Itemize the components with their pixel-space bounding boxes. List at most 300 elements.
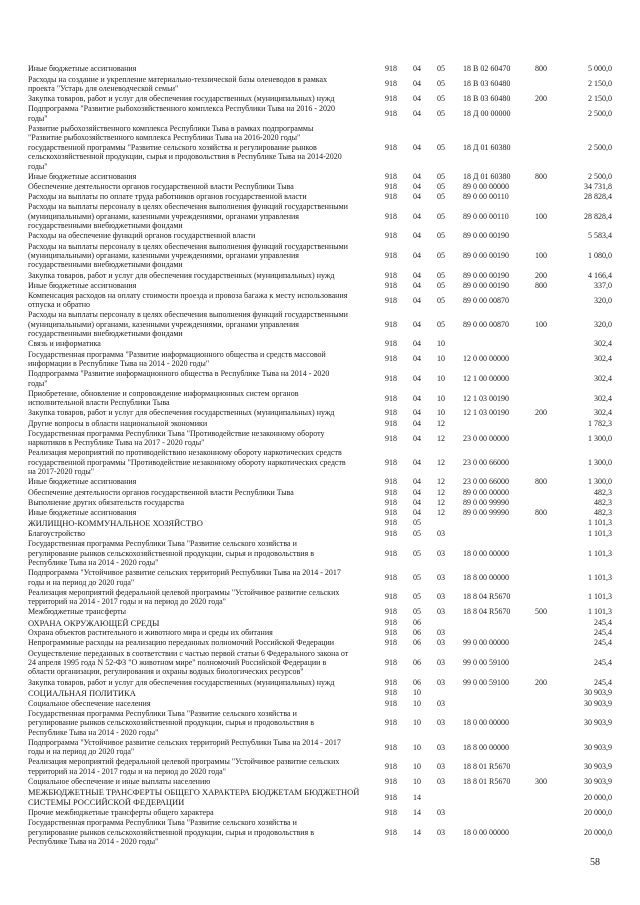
- amount: 2 150,0: [588, 94, 612, 104]
- target-article-code: 89 0 00 00000: [463, 487, 509, 497]
- expense-type-code: [532, 369, 562, 389]
- table-row: [28, 687, 613, 698]
- subsection-code: 03: [437, 698, 445, 708]
- amount: 2 500,0: [588, 142, 612, 152]
- ministry-code: 918: [385, 518, 397, 528]
- subsection-code: 05: [437, 171, 445, 181]
- table-row: [28, 74, 613, 94]
- expense-type-code: [532, 182, 562, 192]
- expense-type-code: [532, 737, 562, 757]
- amount: 2 500,0: [588, 109, 612, 119]
- ministry-code: 918: [385, 792, 397, 802]
- expense-type-code: 200: [535, 94, 547, 104]
- section-code: 04: [413, 418, 421, 428]
- table-row: [28, 291, 613, 311]
- target-article-code: [459, 418, 532, 428]
- table-row: [28, 124, 613, 172]
- section-code: 05: [413, 548, 421, 558]
- section-code: 04: [413, 408, 421, 418]
- ministry-code: 918: [385, 628, 397, 638]
- amount: 2 150,0: [588, 79, 612, 89]
- ministry-code: 918: [385, 280, 397, 290]
- section-code: 04: [413, 433, 421, 443]
- expense-type-code: [532, 349, 562, 369]
- subsection-code: 03: [437, 548, 445, 558]
- target-article-code: 18 Д 01 60380: [463, 142, 511, 152]
- subsection-code: 05: [437, 270, 445, 280]
- table-row: [28, 539, 613, 568]
- subsection-code: 03: [437, 777, 445, 787]
- section-code: 14: [413, 827, 421, 837]
- row-description: Выполнение других обязательств государства: [28, 497, 185, 507]
- ministry-code: 918: [385, 718, 397, 728]
- ministry-code: 918: [385, 528, 397, 538]
- subsection-code: 03: [437, 638, 445, 648]
- ministry-code: 918: [385, 79, 397, 89]
- amount: 302,4: [594, 354, 612, 364]
- section-code: 06: [413, 628, 421, 638]
- section-code: 04: [413, 457, 421, 467]
- expense-type-code: [532, 448, 562, 477]
- target-article-code: 89 0 00 00000: [463, 181, 509, 191]
- section-code: 10: [413, 698, 421, 708]
- amount: 20 000,0: [584, 792, 612, 802]
- subsection-code: [434, 518, 459, 529]
- ministry-code: 918: [385, 373, 397, 383]
- section-code: 04: [413, 270, 421, 280]
- section-code: 04: [413, 295, 421, 305]
- expense-type-code: 100: [535, 211, 547, 221]
- expense-type-code: [532, 708, 562, 737]
- row-description: ЖИЛИЩНО-КОММУНАЛЬНОЕ ХОЗЯЙСТВО: [28, 518, 203, 529]
- ministry-code: 918: [385, 250, 397, 260]
- subsection-code: [434, 787, 459, 808]
- section-code: 05: [413, 572, 421, 582]
- budget-table: [28, 64, 613, 847]
- subsection-code: 05: [437, 142, 445, 152]
- amount: 245,4: [594, 658, 612, 668]
- subsection-code: 05: [437, 109, 445, 119]
- expense-type-code: [532, 418, 562, 428]
- ministry-code: 918: [385, 677, 397, 687]
- expense-type-code: 800: [535, 280, 547, 290]
- amount: 34 731,8: [584, 181, 612, 191]
- target-article-code: 89 0 00 00870: [463, 319, 509, 329]
- amount: 1 080,0: [588, 250, 612, 260]
- target-article-code: 89 0 00 00110: [463, 211, 509, 221]
- row-description: Расходы на выплаты персоналу в целях обеспечения выполнения функций государственными (муниципальными) органами, казенными учреждениями, органами управления государственными внебюджетными фондами: [28, 202, 348, 231]
- ministry-code: 918: [385, 64, 397, 74]
- subsection-code: 05: [437, 231, 445, 241]
- section-code: 04: [413, 393, 421, 403]
- table-row: [28, 787, 613, 808]
- subsection-code: [434, 687, 459, 698]
- ministry-code: 918: [385, 231, 397, 241]
- row-description: Государственная программа Республики Тыва "Противодействие незаконному обороту наркотиков в Республике Тыва на 2017 - 2020 годы": [28, 428, 325, 448]
- target-article-code: 18 8 00 00000: [463, 572, 509, 582]
- table-row: [28, 104, 613, 124]
- amount: 482,3: [594, 507, 612, 517]
- amount: 4 166,4: [588, 270, 612, 280]
- table-row: [28, 349, 613, 369]
- expense-type-code: [532, 648, 562, 677]
- table-row: [28, 487, 613, 497]
- table-row: [28, 677, 613, 687]
- table-row: [28, 428, 613, 448]
- target-article-code: 18 В 03 60480: [463, 79, 511, 89]
- section-code: 05: [413, 518, 421, 528]
- target-article-code: [459, 808, 532, 818]
- ministry-code: 918: [385, 192, 397, 202]
- subsection-code: [434, 617, 459, 628]
- target-article-code: 89 0 00 00190: [463, 270, 509, 280]
- expense-type-code: [532, 192, 562, 202]
- target-article-code: 89 0 00 00190: [463, 280, 509, 290]
- row-description: Закупка товаров, работ и услуг для обеспечения государственных (муниципальных) нужд: [28, 94, 335, 104]
- target-article-code: 18 8 01 R5670: [463, 762, 511, 772]
- table-row: [28, 617, 613, 628]
- amount: 245,4: [594, 617, 612, 627]
- page-number: 58: [590, 857, 600, 868]
- section-code: 04: [413, 373, 421, 383]
- table-row: [28, 698, 613, 708]
- table-row: [28, 518, 613, 529]
- row-description: Расходы на обеспечение функций органов государственной власти: [28, 231, 256, 241]
- row-description: Непрограммные расходы на реализацию переданных полномочий Российской Федерации: [28, 638, 335, 648]
- target-article-code: 12 0 00 00000: [463, 354, 509, 364]
- amount: 1 101,3: [588, 592, 612, 602]
- section-code: 10: [413, 718, 421, 728]
- amount: 245,4: [594, 677, 612, 687]
- table-row: [28, 310, 613, 339]
- amount: 1 300,0: [588, 457, 612, 467]
- table-row: [28, 388, 613, 408]
- expense-type-code: 300: [535, 777, 547, 787]
- section-code: 04: [413, 250, 421, 260]
- amount: 302,4: [594, 393, 612, 403]
- subsection-code: 05: [437, 94, 445, 104]
- target-article-code: 18 Д 01 60380: [463, 171, 511, 181]
- amount: 482,3: [594, 487, 612, 497]
- section-code: 06: [413, 638, 421, 648]
- subsection-code: 03: [437, 827, 445, 837]
- ministry-code: 918: [385, 807, 397, 817]
- section-code: 04: [413, 477, 421, 487]
- target-article-code: [459, 518, 532, 529]
- row-description: Закупка товаров, работ и услуг для обеспечения государственных (муниципальных) нужд: [28, 677, 335, 687]
- row-description: Иные бюджетные ассигнования: [28, 171, 137, 181]
- section-code: 05: [413, 528, 421, 538]
- amount: 1 101,3: [588, 528, 612, 538]
- row-description: Компенсация расходов на оплату стоимости проезда и провоза багажа к месту использования отпуска и обратно: [28, 290, 348, 310]
- amount: 302,4: [594, 408, 612, 418]
- target-article-code: 18 8 04 R5670: [463, 592, 511, 602]
- section-code: 04: [413, 319, 421, 329]
- section-code: 10: [413, 762, 421, 772]
- section-code: 10: [413, 742, 421, 752]
- amount: 320,0: [594, 319, 612, 329]
- expense-type-code: [532, 339, 562, 349]
- row-description: Реализация мероприятий по противодействию незаконному обороту наркотических средств государственной программы "Противодействие незаконному обороту наркотических средств на 2017-2020 годы": [28, 448, 346, 477]
- expense-type-code: [532, 808, 562, 818]
- target-article-code: 18 8 01 R5670: [463, 777, 511, 787]
- table-row: [28, 448, 613, 477]
- target-article-code: 12 1 00 00000: [463, 373, 509, 383]
- row-description: Государственная программа Республики Тыва "Развитие сельского хозяйства и регулирование рынков сельскохозяйственной продукции, сырья и продовольствия в Республике Тыва на 2014 - 2020 годы": [28, 539, 314, 567]
- amount: 302,4: [594, 339, 612, 349]
- amount: 28 828,4: [584, 192, 612, 202]
- amount: 30 903,9: [584, 698, 612, 708]
- row-description: Благоустройство: [28, 528, 86, 538]
- target-article-code: [459, 698, 532, 708]
- amount: 30 903,9: [584, 762, 612, 772]
- section-code: 14: [413, 807, 421, 817]
- subsection-code: 03: [437, 762, 445, 772]
- subsection-code: 03: [437, 677, 445, 687]
- row-description: Закупка товаров, работ и услуг для обеспечения государственных (муниципальных) нужд: [28, 408, 335, 418]
- section-code: 04: [413, 497, 421, 507]
- ministry-code: 918: [385, 762, 397, 772]
- table-row: [28, 497, 613, 507]
- expense-type-code: [532, 291, 562, 311]
- row-description: Расходы на выплаты персоналу в целях обеспечения выполнения функций государственными (муниципальными) органами, казенными учреждениями, органами управления государственными внебюджетными фондами: [28, 310, 348, 339]
- section-code: 10: [413, 688, 421, 698]
- subsection-code: 05: [437, 295, 445, 305]
- target-article-code: 89 0 00 00870: [463, 295, 509, 305]
- subsection-code: 10: [437, 354, 445, 364]
- expense-type-code: 800: [535, 507, 547, 517]
- target-article-code: 18 8 04 R5670: [463, 607, 511, 617]
- table-row: [28, 192, 613, 202]
- expense-type-code: 200: [535, 677, 547, 687]
- expense-type-code: [532, 231, 562, 241]
- amount: 30 903,9: [584, 742, 612, 752]
- subsection-code: 10: [437, 373, 445, 383]
- target-article-code: 18 0 00 00000: [463, 548, 509, 558]
- row-description: Другие вопросы в области национальной экономики: [28, 418, 208, 428]
- expense-type-code: 800: [535, 171, 547, 181]
- ministry-code: 918: [385, 270, 397, 280]
- row-description: Иные бюджетные ассигнования: [28, 64, 137, 74]
- subsection-code: 12: [437, 477, 445, 487]
- row-description: Охрана объектов растительного и животного мира и среды их обитания: [28, 628, 273, 638]
- expense-type-code: 200: [535, 408, 547, 418]
- amount: 5 583,4: [588, 231, 612, 241]
- subsection-code: 10: [437, 393, 445, 403]
- expense-type-code: 100: [535, 250, 547, 260]
- ministry-code: 918: [385, 393, 397, 403]
- ministry-code: 918: [385, 339, 397, 349]
- section-code: 04: [413, 339, 421, 349]
- subsection-code: 05: [437, 181, 445, 191]
- table-row: [28, 241, 613, 270]
- table-row: [28, 182, 613, 192]
- subsection-code: 12: [437, 487, 445, 497]
- subsection-code: 03: [437, 607, 445, 617]
- section-code: 04: [413, 507, 421, 517]
- target-article-code: [459, 529, 532, 539]
- expense-type-code: 500: [535, 607, 547, 617]
- subsection-code: 05: [437, 250, 445, 260]
- section-code: 05: [413, 592, 421, 602]
- row-description: Социальное обеспечение населения: [28, 698, 151, 708]
- amount: 1 300,0: [588, 477, 612, 487]
- ministry-code: 918: [385, 171, 397, 181]
- amount: 1 101,3: [588, 607, 612, 617]
- amount: 20 000,0: [584, 807, 612, 817]
- table-row: [28, 202, 613, 231]
- ministry-code: 918: [385, 688, 397, 698]
- expense-type-code: [532, 787, 562, 808]
- section-code: 04: [413, 231, 421, 241]
- subsection-code: 12: [437, 457, 445, 467]
- row-description: Приобретение, обновление и сопровождение информационных систем органов исполнительной власти Республики Тыва: [28, 388, 299, 408]
- row-description: Расходы на создание и укрепление материально-технической базы оленеводов в рамках проекта "Устарь для оленеводческой семьи": [28, 74, 328, 93]
- subsection-code: 03: [437, 658, 445, 668]
- subsection-code: 05: [437, 211, 445, 221]
- table-row: [28, 638, 613, 648]
- ministry-code: 918: [385, 658, 397, 668]
- row-description: Государственная программа "Развитие информационного общества и средств массовой информации в Республике Тыва на 2014 - 2020 годы": [28, 349, 326, 369]
- expense-type-code: 800: [535, 64, 547, 74]
- section-code: 06: [413, 658, 421, 668]
- row-description: Межбюджетные трансферты: [28, 607, 126, 617]
- table-row: [28, 808, 613, 818]
- row-description: Подпрограмма "Устойчивое развитие сельских территорий Республики Тыва на 2014 - 2017 годы и на период до 2020 года": [28, 568, 341, 587]
- subsection-code: 03: [437, 742, 445, 752]
- expense-type-code: [532, 124, 562, 172]
- expense-type-code: [532, 698, 562, 708]
- subsection-code: 05: [437, 79, 445, 89]
- section-code: 04: [413, 171, 421, 181]
- table-row: [28, 94, 613, 104]
- table-row: [28, 708, 613, 737]
- table-row: [28, 777, 613, 787]
- table-row: [28, 231, 613, 241]
- subsection-code: 05: [437, 319, 445, 329]
- target-article-code: 23 0 00 00000: [463, 433, 509, 443]
- amount: 337,0: [594, 280, 612, 290]
- amount: 30 903,9: [584, 777, 612, 787]
- subsection-code: 12: [437, 507, 445, 517]
- target-article-code: 18 0 00 00000: [463, 827, 509, 837]
- amount: 1 300,0: [588, 433, 612, 443]
- target-article-code: 89 0 00 00190: [463, 231, 509, 241]
- target-article-code: 89 0 00 00110: [463, 192, 509, 202]
- expense-type-code: [532, 617, 562, 628]
- target-article-code: [459, 687, 532, 698]
- subsection-code: 03: [437, 628, 445, 638]
- section-code: 04: [413, 142, 421, 152]
- subsection-code: 05: [437, 280, 445, 290]
- section-code: 04: [413, 211, 421, 221]
- ministry-code: 918: [385, 497, 397, 507]
- row-description: Развитие рыбохозяйственного комплекса Республики Тыва в рамках подпрограммы "Развитие рыбохозяйственного комплекса Республики Тыва на 2016-2020 годы" государственной программы "Развитие сельского хозяйства и регулирование рынков сельскохозяйственной продукции, сырья и продовольствия в Республике Тыва на 2014-2020 годы": [28, 123, 342, 171]
- expense-type-code: 100: [535, 319, 547, 329]
- expense-type-code: [532, 529, 562, 539]
- amount: 1 101,3: [588, 548, 612, 558]
- target-article-code: [459, 339, 532, 349]
- expense-type-code: [532, 428, 562, 448]
- table-row: [28, 270, 613, 280]
- row-description: Связь и информатика: [28, 339, 101, 349]
- expense-type-code: [532, 587, 562, 607]
- target-article-code: 12 1 03 00190: [463, 408, 509, 418]
- expense-type-code: [532, 104, 562, 124]
- target-article-code: 18 8 00 00000: [463, 742, 509, 752]
- section-code: 10: [413, 777, 421, 787]
- target-article-code: 18 0 00 00000: [463, 718, 509, 728]
- ministry-code: 918: [385, 433, 397, 443]
- ministry-code: 918: [385, 607, 397, 617]
- row-description: Подпрограмма "Развитие рыбохозяйственного комплекса Республики Тыва на 2016 - 2020 годы": [28, 104, 336, 123]
- ministry-code: 918: [385, 617, 397, 627]
- subsection-code: 12: [437, 418, 445, 428]
- row-description: Государственная программа Республики Тыва "Развитие сельского хозяйства и регулирование рынков сельскохозяйственной продукции, сырья и продовольствия в Республике Тыва на 2014 - 2020 годы": [28, 818, 314, 846]
- row-description: Расходы на выплаты по оплате труда работников органов государственной власти: [28, 192, 307, 202]
- table-row: [28, 568, 613, 588]
- table-row: [28, 339, 613, 349]
- target-article-code: [459, 628, 532, 638]
- table-row: [28, 280, 613, 290]
- target-article-code: 23 0 00 66000: [463, 457, 509, 467]
- table-row: [28, 477, 613, 487]
- amount: 2 500,0: [588, 171, 612, 181]
- target-article-code: [459, 787, 532, 808]
- amount: 30 903,9: [584, 688, 612, 698]
- row-description: Подпрограмма "Развитие информационного общества в Республике Тыва на 2014 - 2020 годы": [28, 369, 330, 388]
- section-code: 04: [413, 181, 421, 191]
- amount: 1 101,3: [588, 518, 612, 528]
- ministry-code: 918: [385, 487, 397, 497]
- subsection-code: 12: [437, 433, 445, 443]
- row-description: Расходы на выплаты персоналу в целях обеспечения выполнения функций государственными (муниципальными) органами, казенными учреждениями, органами управления государственными внебюджетными фондами: [28, 241, 348, 270]
- section-code: 06: [413, 677, 421, 687]
- expense-type-code: [532, 74, 562, 94]
- section-code: 04: [413, 487, 421, 497]
- table-row: [28, 818, 613, 847]
- subsection-code: 03: [437, 807, 445, 817]
- ministry-code: 918: [385, 638, 397, 648]
- expense-type-code: [532, 388, 562, 408]
- target-article-code: 99 0 00 59100: [463, 658, 509, 668]
- row-description: Реализация мероприятий федеральной целевой программы "Устойчивое развитие сельских территорий на 2014 - 2017 годы и на период до 2020 года": [28, 757, 340, 776]
- ministry-code: 918: [385, 742, 397, 752]
- ministry-code: 918: [385, 477, 397, 487]
- target-article-code: 99 0 00 00000: [463, 638, 509, 648]
- row-description: Подпрограмма "Устойчивое развитие сельских территорий Республики Тыва на 2014 - 2017 годы и на период до 2020 года": [28, 737, 341, 757]
- amount: 30 903,9: [584, 718, 612, 728]
- target-article-code: 89 0 00 99990: [463, 507, 509, 517]
- ministry-code: 918: [385, 354, 397, 364]
- target-article-code: 18 В 02 60470: [463, 64, 511, 74]
- section-code: 04: [413, 280, 421, 290]
- ministry-code: 918: [385, 418, 397, 428]
- table-row: [28, 408, 613, 418]
- target-article-code: [459, 617, 532, 628]
- amount: 320,0: [594, 295, 612, 305]
- amount: 302,4: [594, 373, 612, 383]
- table-row: [28, 529, 613, 539]
- budget-table-body: [28, 64, 613, 847]
- amount: 245,4: [594, 638, 612, 648]
- subsection-code: 03: [437, 718, 445, 728]
- subsection-code: 03: [437, 528, 445, 538]
- ministry-code: 918: [385, 572, 397, 582]
- ministry-code: 918: [385, 94, 397, 104]
- row-description: Обеспечение деятельности органов государственной власти Республики Тыва: [28, 487, 294, 497]
- ministry-code: 918: [385, 408, 397, 418]
